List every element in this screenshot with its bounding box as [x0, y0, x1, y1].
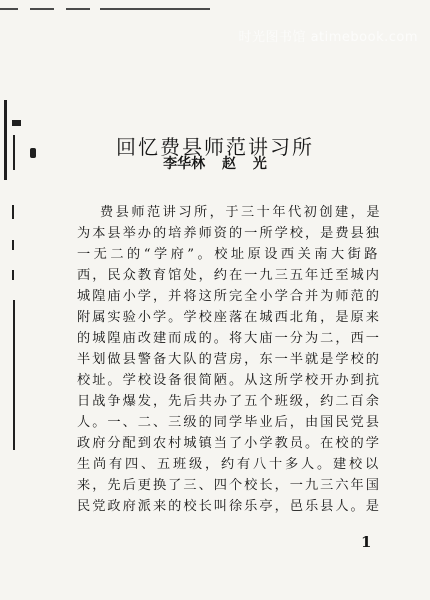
body-line: 一无二的“学府”。校址原设西关南大街路: [77, 247, 381, 262]
body-line: 的城隍庙改建而成的。将大庙一分为二，西一: [77, 331, 381, 346]
body-line: 日战争爆发，先后共办了五个班级，约二百余: [77, 394, 381, 409]
scan-mark-left-blot: [12, 120, 21, 126]
scan-mark-left-long: [13, 300, 15, 450]
article-title: 回忆费县师范讲习所: [116, 135, 314, 160]
body-line: 来，先后更换了三、四个校长，一九三六年国: [77, 478, 381, 493]
scan-mark-left-dash-3: [12, 270, 14, 280]
header-rule-mid-2: [66, 8, 90, 10]
page-number: 1: [361, 533, 372, 551]
body-line: 人。一、二、三级的同学毕业后，由国民党县: [77, 415, 381, 430]
body-line: 城隍庙小学，并将这所完全小学合并为师范的: [77, 289, 381, 304]
body-line: 为本县举办的培养师资的一所学校，是费县独: [77, 226, 381, 241]
body-line: 民党政府派来的校长叫徐乐亭，邑乐县人。是: [77, 499, 381, 514]
body-line: 政府分配到农村城镇当了小学教员。在校的学: [77, 436, 381, 451]
scan-mark-left-dash-1: [12, 205, 14, 219]
body-line: 附属实验小学。学校座落在城西北角，是原来: [77, 310, 381, 325]
header-rule-mid-1: [30, 8, 54, 10]
site-watermark: 时光图书馆 atimebook.com: [238, 30, 418, 45]
header-rule-left: [0, 8, 18, 10]
body-line: 校址。学校设备很简陋。从这所学校开办到抗: [77, 373, 381, 388]
article-authors: 李华林 赵 光: [163, 156, 267, 172]
body-line: 西，民众教育馆处，约在一九三五年迁至城内: [77, 268, 381, 283]
body-line: 生尚有四、五班级，约有八十多人。建校以: [77, 457, 381, 472]
header-rule-mid-3: [100, 8, 210, 10]
scan-mark-left-dash-2: [12, 240, 14, 250]
body-line: 半划做县警备大队的营房，东一半就是学校的: [77, 352, 381, 367]
body-line: 费县师范讲习所，于三十年代初创建，是: [100, 205, 383, 220]
